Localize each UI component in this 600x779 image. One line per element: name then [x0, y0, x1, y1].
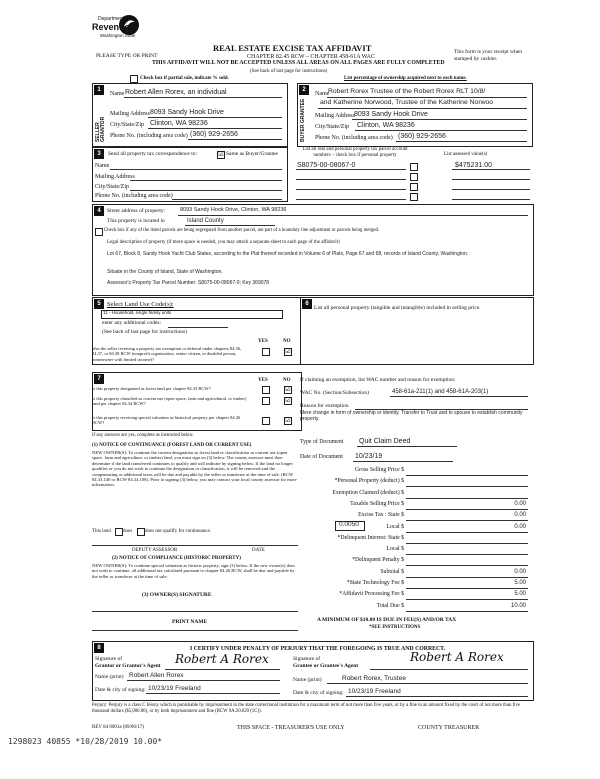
parcel-line-1	[296, 169, 406, 170]
wac-line	[390, 396, 528, 397]
corr-city-label: City/State/Zip	[95, 184, 129, 190]
legal-label: Legal description of property (if more space is needed, you may attach a separate sheet to each page of the affidavit)	[107, 240, 340, 245]
personal-property-checkbox-1[interactable]	[410, 163, 418, 171]
receipt-note: This form is your receipt when stamped by cashier.	[454, 49, 522, 62]
seller-city-field[interactable]: Clinton, WA 98236	[150, 120, 208, 127]
wac-field[interactable]: 458-61a-211(1) and 458-61A-203(1)	[392, 389, 489, 395]
doc-type-field[interactable]: Quit Claim Deed	[359, 438, 411, 445]
seller-phone-label: Phone No. (including area code)	[110, 133, 188, 139]
does-not-checkbox[interactable]	[137, 528, 145, 536]
grantor-date-line	[146, 693, 280, 694]
partial-sale-label: Check box if partial sale, indicate % sold.	[140, 76, 229, 81]
street-field[interactable]: 8093 Sandy Hook Drive, Clinton, WA 98236	[180, 207, 287, 213]
value-line-4	[452, 199, 530, 200]
tax-row-line[interactable]	[406, 611, 528, 612]
seller-name-line	[124, 97, 282, 98]
perjury-note: Perjury: Perjury is a class C felony which is punishable by imprisonment in the state correctional institution for a maximum term of not more than five years, or by a fine in an amount fixed by the court of not more than five thousand dollars ($5,000.00), or by both imprisonment and fine (RCW 9A.20.020 (1C)).	[92, 703, 521, 714]
exemption-claim-label: If claiming an exemption, list WAC number and reason for exemption:	[300, 377, 456, 383]
forest-yes-checkbox[interactable]	[262, 386, 270, 394]
logo-state: Washington State	[100, 33, 136, 38]
parcel-line-4	[296, 199, 406, 200]
seller-mailing-field[interactable]: 8093 Sandy Hook Drive	[150, 109, 224, 116]
treasurer-stamp: 1298023 40855 *10/28/2019 10.00*	[8, 737, 163, 746]
buyer-phone-field[interactable]: (360) 929-2656	[398, 133, 446, 140]
buyer-mailing-label: Mailing Address	[315, 113, 355, 119]
forest-no-checkbox[interactable]: ☑	[285, 386, 291, 393]
additional-codes-label: enter any additional codes:	[102, 320, 162, 326]
tax-row-label: Total Due $	[376, 603, 404, 609]
situate-text: Situate in the County of Island, State of Washington.	[107, 269, 223, 275]
corr-name-line[interactable]	[110, 169, 282, 170]
same-as-buyer-checkbox[interactable]: ☑	[218, 151, 224, 158]
tax-row-value: 10.00	[510, 603, 526, 609]
question-historic: Is this property receiving special valuation as historical property per chapter 84.26 RCW?	[92, 415, 241, 426]
grantor-signature[interactable]: Robert A Rorex	[175, 652, 269, 666]
form-title: REAL ESTATE EXCISE TAX AFFIDAVIT	[213, 43, 372, 53]
grantor-name-line	[127, 680, 280, 681]
deputy-assessor-label: DEPUTY ASSESSOR	[132, 548, 178, 553]
doc-date-line	[353, 461, 453, 462]
additional-codes-line[interactable]	[168, 327, 228, 328]
q1-yes-checkbox[interactable]	[262, 348, 270, 356]
seller-city-line	[148, 128, 282, 129]
buyer-name-line-2	[318, 108, 527, 109]
q1-no-checkbox[interactable]: ☑	[285, 348, 291, 355]
tax-row-value: 5.00	[514, 591, 526, 597]
print-name-label: PRINT NAME	[172, 619, 208, 625]
see-instructions-note: *SEE INSTRUCTIONS	[369, 625, 421, 630]
tax-row-label: Taxable Selling Price $	[350, 501, 404, 507]
tax-row-line[interactable]	[406, 475, 528, 476]
tax-row-line[interactable]	[406, 577, 528, 578]
this-land-label: This land	[92, 529, 111, 534]
grantor-name-label: Name (print)	[95, 674, 124, 680]
buyer-mailing-line	[352, 119, 527, 120]
tax-row-label: Excise Tax : State $	[358, 512, 404, 518]
tax-row-value: 0.00	[514, 569, 526, 575]
grantee-name-label: Name (print)	[293, 677, 322, 683]
personal-property-checkbox-2[interactable]	[410, 173, 418, 181]
corr-city-line[interactable]	[130, 190, 282, 191]
grantee-sig-label-1: Signature of	[293, 656, 321, 662]
tax-row-line[interactable]	[406, 486, 528, 487]
grantee-name-field[interactable]: Robert Rorex, Trustee	[342, 675, 406, 682]
segregated-checkbox[interactable]	[95, 228, 103, 236]
assessor-text: Assessor's Property Tax Parcel Number: S8075-00-08067-0; Key 369078	[107, 280, 270, 286]
grantor-sig-label-2: Grantor or Grantor's Agent	[95, 663, 161, 669]
notice-compliance-text: NEW OWNER(S): To continue special valuation as historic property, sign (3) below. If the new owner(s) does not wish to continue, all additional tax calculated pursuant to chapter 84.26 RCW, shall be due and payable by the seller or transferor at the time of sale.	[92, 563, 296, 579]
buyer-phone-label: Phone No. (including area code)	[315, 135, 393, 141]
form-warning: THIS AFFIDAVIT WILL NOT BE ACCEPTED UNLESS ALL AREAS ON ALL PAGES ARE FULLY COMPLETED	[152, 60, 445, 66]
notice-continuance-title: (1) NOTICE OF CONTINUANCE (FOREST LAND OR CURRENT USE)	[92, 443, 252, 448]
deputy-signature-line[interactable]	[92, 545, 298, 546]
owner-signature-line[interactable]	[92, 611, 298, 612]
tax-row-label: *Personal Property (deduct) $	[334, 478, 404, 484]
historic-yes-checkbox[interactable]	[262, 417, 270, 425]
tax-row-label: Gross Selling Price $	[354, 467, 404, 473]
correspondence-label: Send all property tax correspondence to:	[108, 151, 198, 157]
section-7-badge: 7	[94, 374, 104, 384]
certification-statement: I CERTIFY UNDER PENALTY OF PERJURY THAT THE FOREGOING IS TRUE AND CORRECT.	[190, 646, 446, 652]
doc-date-label: Date of Document	[300, 454, 343, 460]
deputy-date-label: DATE	[252, 548, 265, 553]
partial-sale-checkbox[interactable]	[130, 75, 138, 83]
grantee-date-label: Date & city of signing:	[293, 690, 344, 696]
section-3-badge: 3	[94, 149, 104, 159]
seller-side-label: SELLER GRANTOR	[95, 116, 106, 142]
tax-row-label: *Delinquent Penalty $	[352, 557, 404, 563]
question-forest: Is this property designated as forest land per chapter 84.33 RCW?	[92, 386, 211, 391]
see-back-note: (See back of last page for instructions)	[250, 69, 328, 74]
grantor-date-label: Date & city of signing:	[95, 687, 146, 693]
seller-name-field[interactable]: Robert Allen Rorex, an individual	[125, 89, 227, 96]
land-use-code: 11 - Household, single family units	[103, 310, 172, 315]
parcel-line-3	[296, 189, 406, 190]
section-6-badge: 6	[302, 299, 312, 309]
owner-signature-label: (3) OWNER(S) SIGNATURE	[142, 592, 212, 598]
open-yes-checkbox[interactable]	[262, 397, 270, 405]
buyer-side-label: BUYER GRANTEE	[300, 98, 306, 142]
buyer-city-label: City/State/Zip	[315, 124, 349, 130]
doc-type-line	[357, 446, 457, 447]
grantee-sig-label-2: Grantee or Grantee's Agent	[293, 663, 359, 669]
yes-header-1: YES	[258, 339, 268, 344]
value-line-1	[452, 169, 530, 170]
grantee-sig-line	[370, 669, 528, 670]
tax-row-line[interactable]	[406, 509, 528, 510]
open-no-checkbox[interactable]: ☑	[285, 397, 291, 404]
section-2-badge: 2	[299, 85, 309, 95]
doc-date-field[interactable]: 10/23/19	[355, 453, 383, 460]
tax-row-label: Subtotal $	[380, 569, 404, 575]
print-name-line[interactable]	[92, 630, 298, 631]
seller-mailing-label: Mailing Address	[110, 111, 150, 117]
legal-text[interactable]: Lot 67, Block 8, Sandy Hook Yacht Club States, according to the Plat thereof recorded in Volume 6 of Plats, Page 67 and 68, records of Island County, Washington.	[107, 251, 469, 257]
tax-row-line[interactable]	[406, 532, 528, 533]
corr-mailing-line[interactable]	[130, 180, 282, 181]
personal-property-checkbox-4[interactable]	[410, 193, 418, 201]
street-label: Street address of property:	[107, 208, 166, 214]
historic-no-checkbox[interactable]: ☑	[285, 417, 291, 424]
buyer-name-line-1	[327, 97, 527, 98]
please-type: PLEASE TYPE OR PRINT	[96, 53, 158, 59]
logo-name: Revenue	[92, 22, 130, 32]
tax-row-label: *Delinquent Interest: State $	[337, 535, 404, 541]
tax-row-value: 0.00	[514, 524, 526, 530]
personal-property-checkbox-3[interactable]	[410, 183, 418, 191]
section-8-badge: 8	[94, 643, 104, 653]
seller-name-label: Name	[110, 91, 125, 97]
if-yes-note: If any answers are yes, complete as instructed below.	[92, 433, 194, 438]
logo-dept: Department of	[98, 16, 130, 22]
buyer-name-field-2[interactable]: and Katherine Norwood, Trustee of the Katherine Norwoo	[320, 99, 494, 106]
grantee-name-line	[327, 683, 528, 684]
state-rate-field: 0.0050	[339, 521, 359, 528]
tax-row-value: 0.00	[514, 512, 526, 518]
assessed-value-field[interactable]: $475231.00	[455, 162, 492, 169]
street-line	[178, 215, 528, 216]
buyer-city-line	[355, 130, 527, 131]
tax-row-label: Local $	[386, 524, 404, 530]
corr-mailing-label: Mailing Address	[95, 174, 135, 180]
treasurer-space-label: THIS SPACE - TREASURER'S USE ONLY	[237, 725, 345, 731]
tax-row-label: *State Technology Fee $	[346, 580, 404, 586]
seller-city-label: City/State/Zip	[110, 122, 144, 128]
corr-phone-label: Phone No. (including area code)	[95, 193, 173, 199]
buyer-city-field[interactable]: Clinton, WA 98236	[357, 122, 415, 129]
land-use-see-back: (See back of last page for instructions)	[102, 329, 187, 335]
seller-phone-line	[188, 139, 282, 140]
wac-label: WAC No. (Section/Subsection)	[300, 390, 369, 396]
section-4-badge: 4	[94, 206, 104, 216]
minimum-fee-note: A MINIMUM OF $10.00 IS DUE IN FEE(S) AND/OR TAX	[317, 617, 457, 623]
notice-continuance-text: NEW OWNER(S): To continue the current designation as forest land or classification as current use (open space, farm and agriculture, or timber) land, you must sign on (3) below. The county assessor must then determine if the land transferred continues to qualify and will indicate by signing below. If the land no longer qualifies or you do not wish to continue the designation or classification, it will be removed and the compensating or additional taxes will be due and payable by the seller or transferor at the time of sale. (RCW 84.33.140 or RCW 84.34.108). Prior to signing (3) below, you may contact your local county assessor for more information.	[92, 450, 297, 488]
tax-row-line[interactable]	[406, 565, 528, 566]
value-line-2	[452, 179, 530, 180]
form-chapter: CHAPTER 82.45 RCW – CHAPTER 458-61A WAC	[247, 54, 375, 60]
county-treasurer-label: COUNTY TREASURER	[418, 725, 480, 731]
tax-row-line[interactable]	[406, 588, 528, 589]
assessed-header: List assessed value(s)	[444, 152, 488, 157]
buyer-phone-line	[396, 141, 527, 142]
seller-phone-field[interactable]: (360) 929-2656	[190, 131, 238, 138]
parcel-line-2	[296, 179, 406, 180]
seller-mailing-line	[148, 117, 282, 118]
grantee-signature[interactable]: Robert A Rorex	[410, 650, 504, 664]
no-header-1: NO	[283, 339, 291, 344]
county-field[interactable]: Island County	[187, 218, 224, 224]
value-line-3	[452, 189, 530, 190]
county-line	[185, 225, 275, 226]
tax-row-line[interactable]	[406, 543, 528, 544]
reason-field[interactable]: Mere change in form of ownership or identity. Transfer to Trust and to spouse to establish community property.	[300, 410, 523, 422]
grantor-name-field[interactable]: Robert Allen Rorex	[129, 672, 184, 679]
question-exemption: Was the seller receiving a property tax exemption or deferral under chapters 84.36, 84.37, or 84.38 RCW (nonprofit organization, senior citizen, or disabled person, homeowner with limited income)?	[92, 346, 242, 362]
buyer-name-field-1[interactable]: Robert Rorex Trustee of the Robert Rorex RLT 10/8/	[328, 88, 486, 95]
parcels-header: List all real and personal property tax parcel account numbers – check box if personal property	[302, 147, 408, 158]
parcel-number-field[interactable]: S8075-00-08067-0	[297, 162, 356, 169]
pct-ownership-label: List percentage of ownership acquired next to each name.	[344, 76, 467, 81]
personal-property-text: List all personal property (tangible and intangible) included in selling price.	[314, 305, 481, 311]
tax-row-label: Local $	[386, 546, 404, 552]
rev-number: REV 84 0001a (09/06/17)	[92, 725, 144, 730]
does-checkbox[interactable]	[115, 528, 123, 536]
reason-label: Reason for exemption	[300, 403, 349, 409]
grantee-date-line	[346, 696, 528, 697]
tax-row-value: 0.00	[514, 501, 526, 507]
grantee-date-field[interactable]: 10/23/19 Freeland	[348, 688, 401, 695]
question-open-space: Is this property classified as current use (open space, farm and agricultural, or timber) land per chapter 84.34 RCW?	[92, 396, 247, 407]
no-header-2: NO	[283, 378, 291, 383]
does-not-label: does not qualify for continuance.	[145, 529, 211, 534]
tax-row-line[interactable]	[406, 554, 528, 555]
tax-row-value: 5.00	[514, 580, 526, 586]
doc-type-label: Type of Document	[300, 439, 344, 445]
grantor-sig-label-1: Signature of	[95, 656, 123, 662]
grantor-sig-line	[165, 669, 280, 670]
yes-header-2: YES	[258, 378, 268, 383]
buyer-name-label: Name	[315, 91, 330, 97]
notice-compliance-title: (2) NOTICE OF COMPLIANCE (HISTORIC PROPERTY)	[112, 556, 241, 561]
tax-row-line[interactable]	[406, 520, 528, 521]
does-label: does	[123, 529, 133, 534]
tax-row-label: *Affidavit Processing Fee $	[339, 591, 404, 597]
corr-phone-line[interactable]	[172, 199, 282, 200]
grantor-date-field[interactable]: 10/23/19 Freeland	[148, 685, 201, 692]
segregated-label: Check box if any of the listed parcels are being segregated from another parcel, are part of a boundary line adjustment or parcels being merged.	[104, 228, 380, 233]
buyer-mailing-field[interactable]: 8093 Sandy Hook Drive	[354, 111, 428, 118]
corr-name-label: Name	[95, 163, 110, 169]
tax-row-line[interactable]	[406, 498, 528, 499]
section-5-badge: 5	[94, 299, 104, 309]
tax-row-line[interactable]	[406, 599, 528, 600]
same-as-buyer-label: Same as Buyer/Grantee	[226, 151, 278, 157]
section-1-badge: 1	[94, 85, 104, 95]
tax-row-label: Exemption Claimed (deduct) $	[332, 490, 404, 496]
located-label: This property is located in	[107, 218, 165, 224]
land-use-label: Select Land Use Code(s):	[107, 301, 174, 308]
